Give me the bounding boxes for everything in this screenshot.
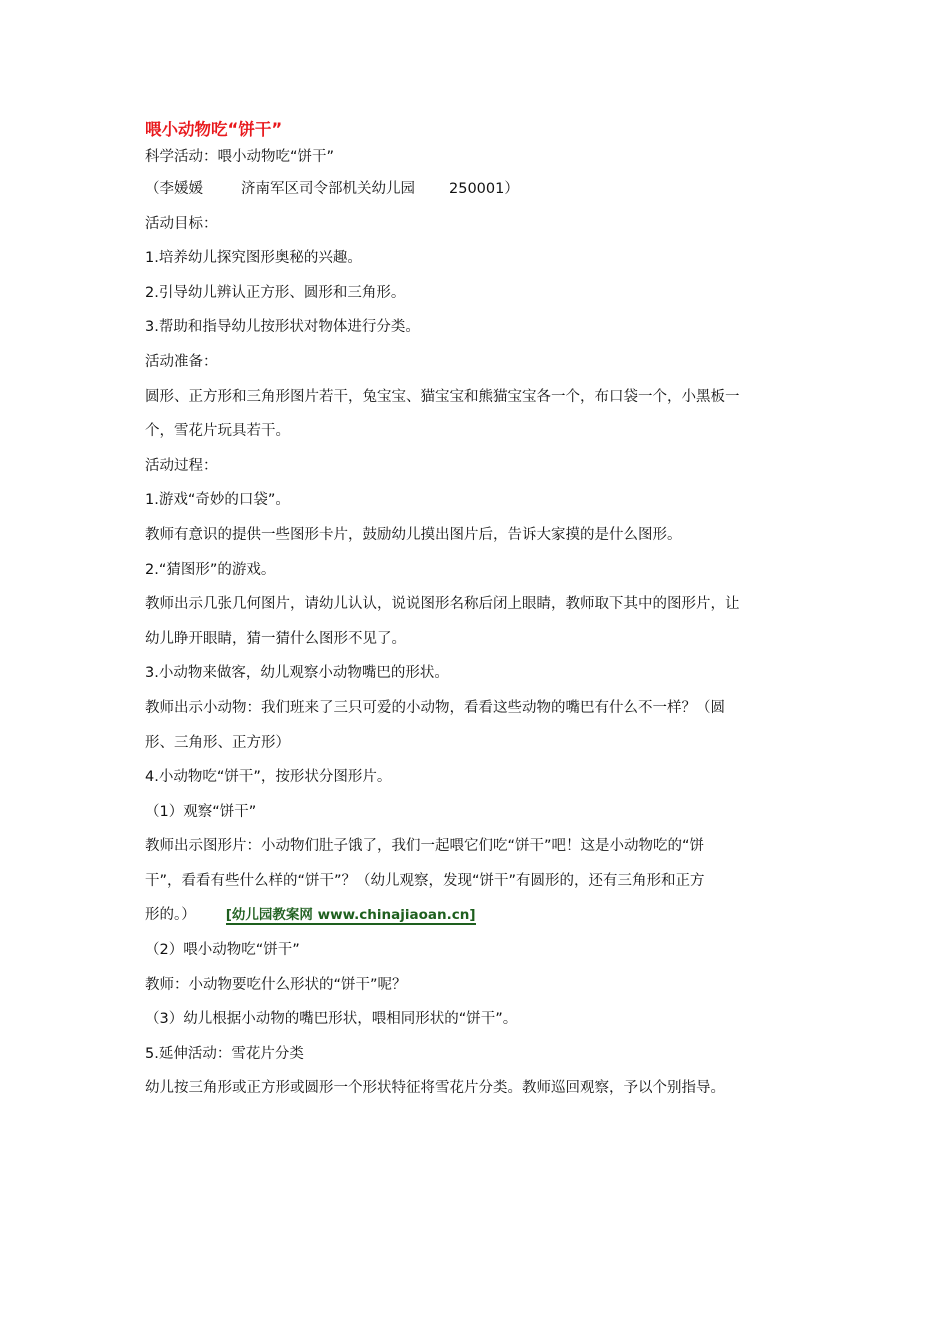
step-text: 幼儿睁开眼睛，猜一猜什么图形不见了。 <box>145 630 406 647</box>
step-text: 形的。） <box>145 907 196 924</box>
document-page <box>145 118 813 1106</box>
step-text: 形、三角形、正方形） <box>145 734 290 751</box>
goals-heading: 活动目标： <box>145 215 218 232</box>
goal-item: 2.引导幼儿辨认正方形、圆形和三角形。 <box>145 284 406 301</box>
substep-heading: （2）喂小动物吃“饼干” <box>145 942 300 959</box>
step-text: 干”，看看有些什么样的“饼干”？（幼儿观察，发现“饼干”有圆形的，还有三角形和正方 <box>145 872 705 889</box>
step-text: 教师出示图形片：小动物们肚子饿了，我们一起喂它们吃“饼干”吧！这是小动物吃的“饼 <box>145 838 705 855</box>
prep-text: 圆形、正方形和三角形图片若干，兔宝宝、猫宝宝和熊猫宝宝各一个，布口袋一个，小黑板一 <box>145 388 740 405</box>
prep-heading: 活动准备： <box>145 353 218 370</box>
author-zip: 250001） <box>449 181 519 197</box>
prep-text: 个，雪花片玩具若干。 <box>145 423 290 440</box>
author-org: 济南军区司令部机关幼儿园 <box>241 181 415 197</box>
step-text: 幼儿按三角形或正方形或圆形一个形状特征将雪花片分类。教师巡回观察，予以个别指导。 <box>145 1080 725 1097</box>
watermark-link[interactable]: [幼儿园教案网 www.chinajiaoan.cn] <box>225 907 476 924</box>
step-text: 教师出示几张几何图片，请幼儿认认，说说图形名称后闭上眼睛，教师取下其中的图形片，让 <box>145 596 740 613</box>
substep-heading: （3）幼儿根据小动物的嘴巴形状，喂相同形状的“饼干”。 <box>145 1011 518 1028</box>
author-line <box>145 172 813 207</box>
goal-item: 3.帮助和指导幼儿按形状对物体进行分类。 <box>145 319 420 336</box>
document-title: 喂小动物吃“饼干” <box>145 120 283 139</box>
step-text-with-watermark <box>145 898 813 933</box>
document-subtitle: 科学活动：喂小动物吃“饼干” <box>145 149 335 165</box>
step-heading: 4.小动物吃“饼干”，按形状分图形片。 <box>145 769 392 786</box>
step-text: 教师出示小动物：我们班来了三只可爱的小动物，看看这些动物的嘴巴有什么不一样？（圆 <box>145 699 725 716</box>
step-heading: 2.“猜图形”的游戏。 <box>145 561 276 578</box>
process-heading: 活动过程： <box>145 457 218 474</box>
step-heading: 1.游戏“奇妙的口袋”。 <box>145 492 290 509</box>
step-text: 教师：小动物要吃什么形状的“饼干”呢？ <box>145 976 407 993</box>
step-heading: 5.延伸活动：雪花片分类 <box>145 1045 304 1062</box>
substep-heading: （1）观察“饼干” <box>145 803 257 820</box>
goal-item: 1.培养幼儿探究图形奥秘的兴趣。 <box>145 250 362 267</box>
step-heading: 3.小动物来做客，幼儿观察小动物嘴巴的形状。 <box>145 665 449 682</box>
step-text: 教师有意识的提供一些图形卡片，鼓励幼儿摸出图片后，告诉大家摸的是什么图形。 <box>145 526 682 543</box>
author-name: （李媛媛 <box>145 181 203 197</box>
